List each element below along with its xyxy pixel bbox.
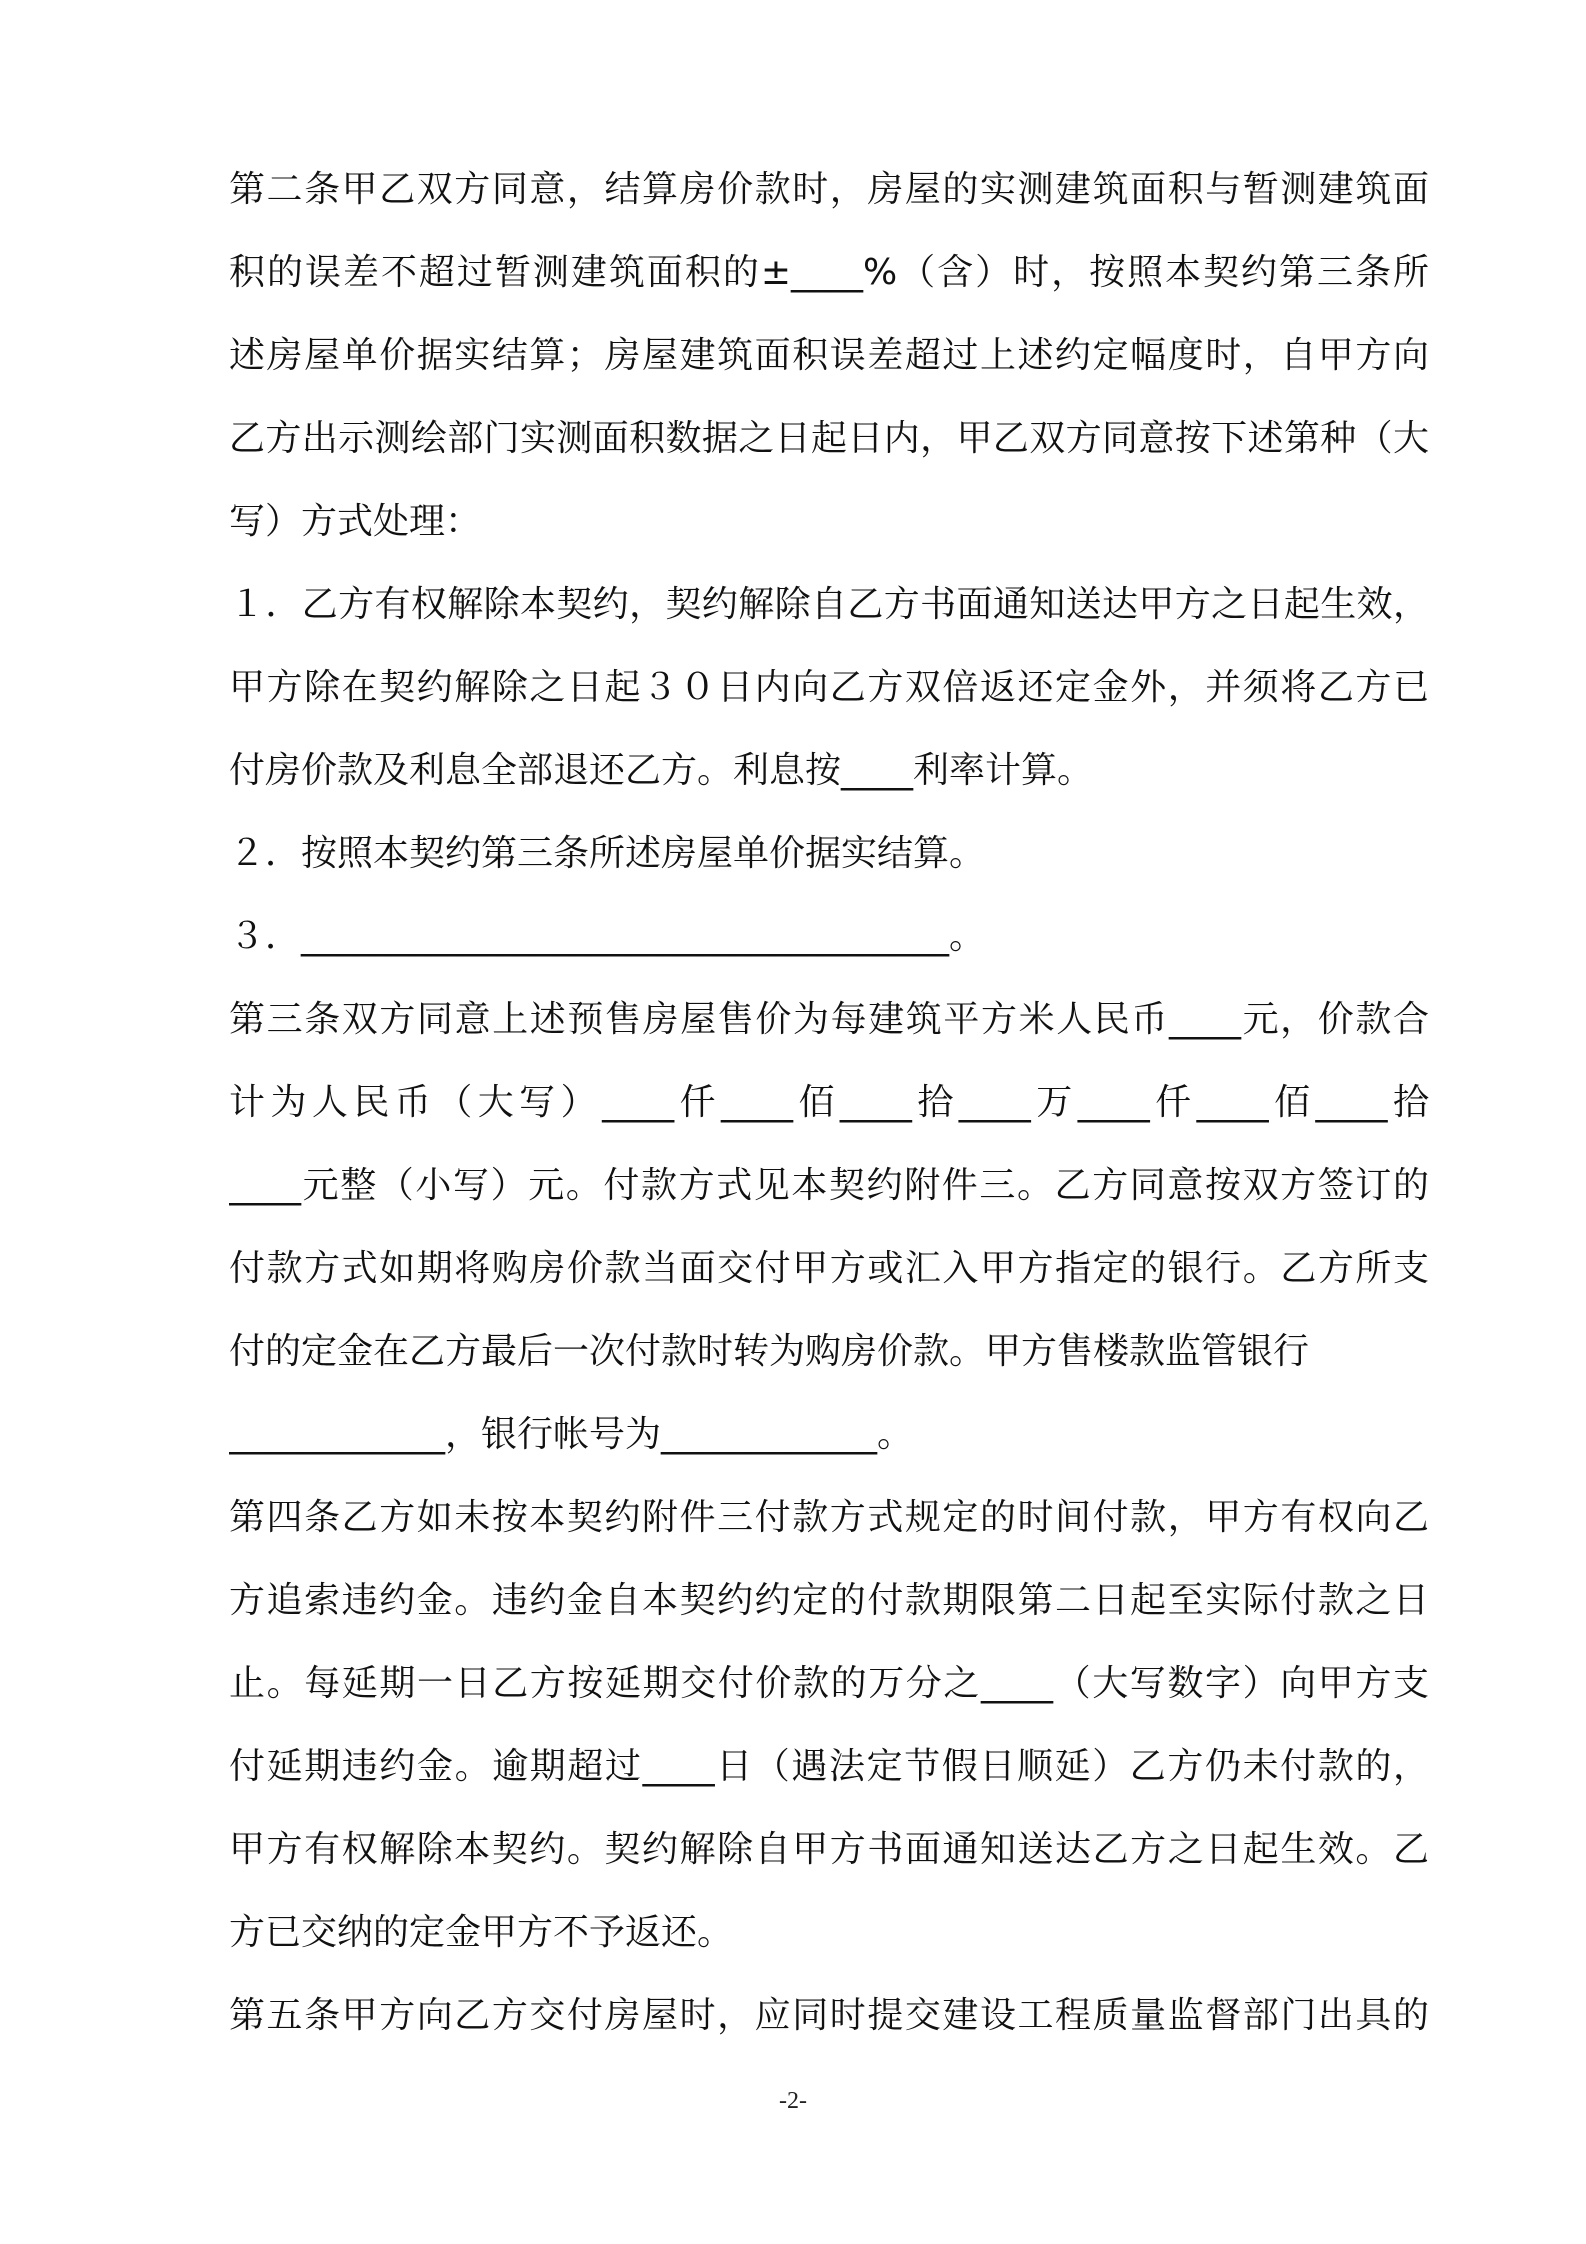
text-line: ____元整（小写）元。付款方式见本契约附件三。乙方同意按双方签订的 — [229, 1165, 1429, 1206]
text-line: 乙方出示测绘部门实测面积数据之日起日内，甲乙双方同意按下述第种（大 — [229, 418, 1429, 459]
text-line: 付房价款及利息全部退还乙方。利息按____利率计算。 — [229, 750, 1094, 791]
text-line: 写）方式处理： — [229, 501, 482, 542]
text-line: 方追索违约金。违约金自本契约约定的付款期限第二日起至实际付款之日 — [229, 1580, 1429, 1621]
text-line: 付的定金在乙方最后一次付款时转为购房价款。甲方售楼款监管银行 — [229, 1331, 1310, 1372]
text-line: 积的误差不超过暂测建筑面积的±____%（含）时，按照本契约第三条所 — [229, 252, 1429, 293]
text-line: 方已交纳的定金甲方不予返还。 — [229, 1912, 734, 1953]
text-line: 付延期违约金。逾期超过____日（遇法定节假日顺延）乙方仍未付款的， — [229, 1746, 1429, 1787]
page-number: -2- — [779, 2088, 807, 2114]
text-line: 计为人民币（大写）____仟____佰____拾____万____仟____佰____拾 — [229, 1082, 1429, 1123]
text-line: ２．按照本契约第三条所述房屋单价据实结算。 — [229, 833, 986, 874]
text-line: ____________，银行帐号为____________。 — [229, 1414, 914, 1455]
text-line: 第五条甲方向乙方交付房屋时，应同时提交建设工程质量监督部门出具的 — [229, 1995, 1429, 2036]
text-line: 付款方式如期将购房价款当面交付甲方或汇入甲方指定的银行。乙方所支 — [229, 1248, 1429, 1289]
document-body — [229, 148, 1429, 2057]
text-line: ３．____________________________________。 — [229, 916, 985, 957]
text-line: 第四条乙方如未按本契约附件三付款方式规定的时间付款，甲方有权向乙 — [229, 1497, 1429, 1538]
text-line: １．乙方有权解除本契约，契约解除自乙方书面通知送达甲方之日起生效， — [229, 584, 1429, 625]
text-line: 甲方除在契约解除之日起３０日内向乙方双倍返还定金外，并须将乙方已 — [229, 667, 1429, 708]
text-line: 第二条甲乙双方同意，结算房价款时，房屋的实测建筑面积与暂测建筑面 — [229, 169, 1429, 210]
text-line: 第三条双方同意上述预售房屋售价为每建筑平方米人民币____元，价款合 — [229, 999, 1429, 1040]
text-line: 述房屋单价据实结算；房屋建筑面积误差超过上述约定幅度时，自甲方向 — [229, 335, 1429, 376]
text-line: 止。每延期一日乙方按延期交付价款的万分之____（大写数字）向甲方支 — [229, 1663, 1429, 1704]
text-line: 甲方有权解除本契约。契约解除自甲方书面通知送达乙方之日起生效。乙 — [229, 1829, 1429, 1870]
